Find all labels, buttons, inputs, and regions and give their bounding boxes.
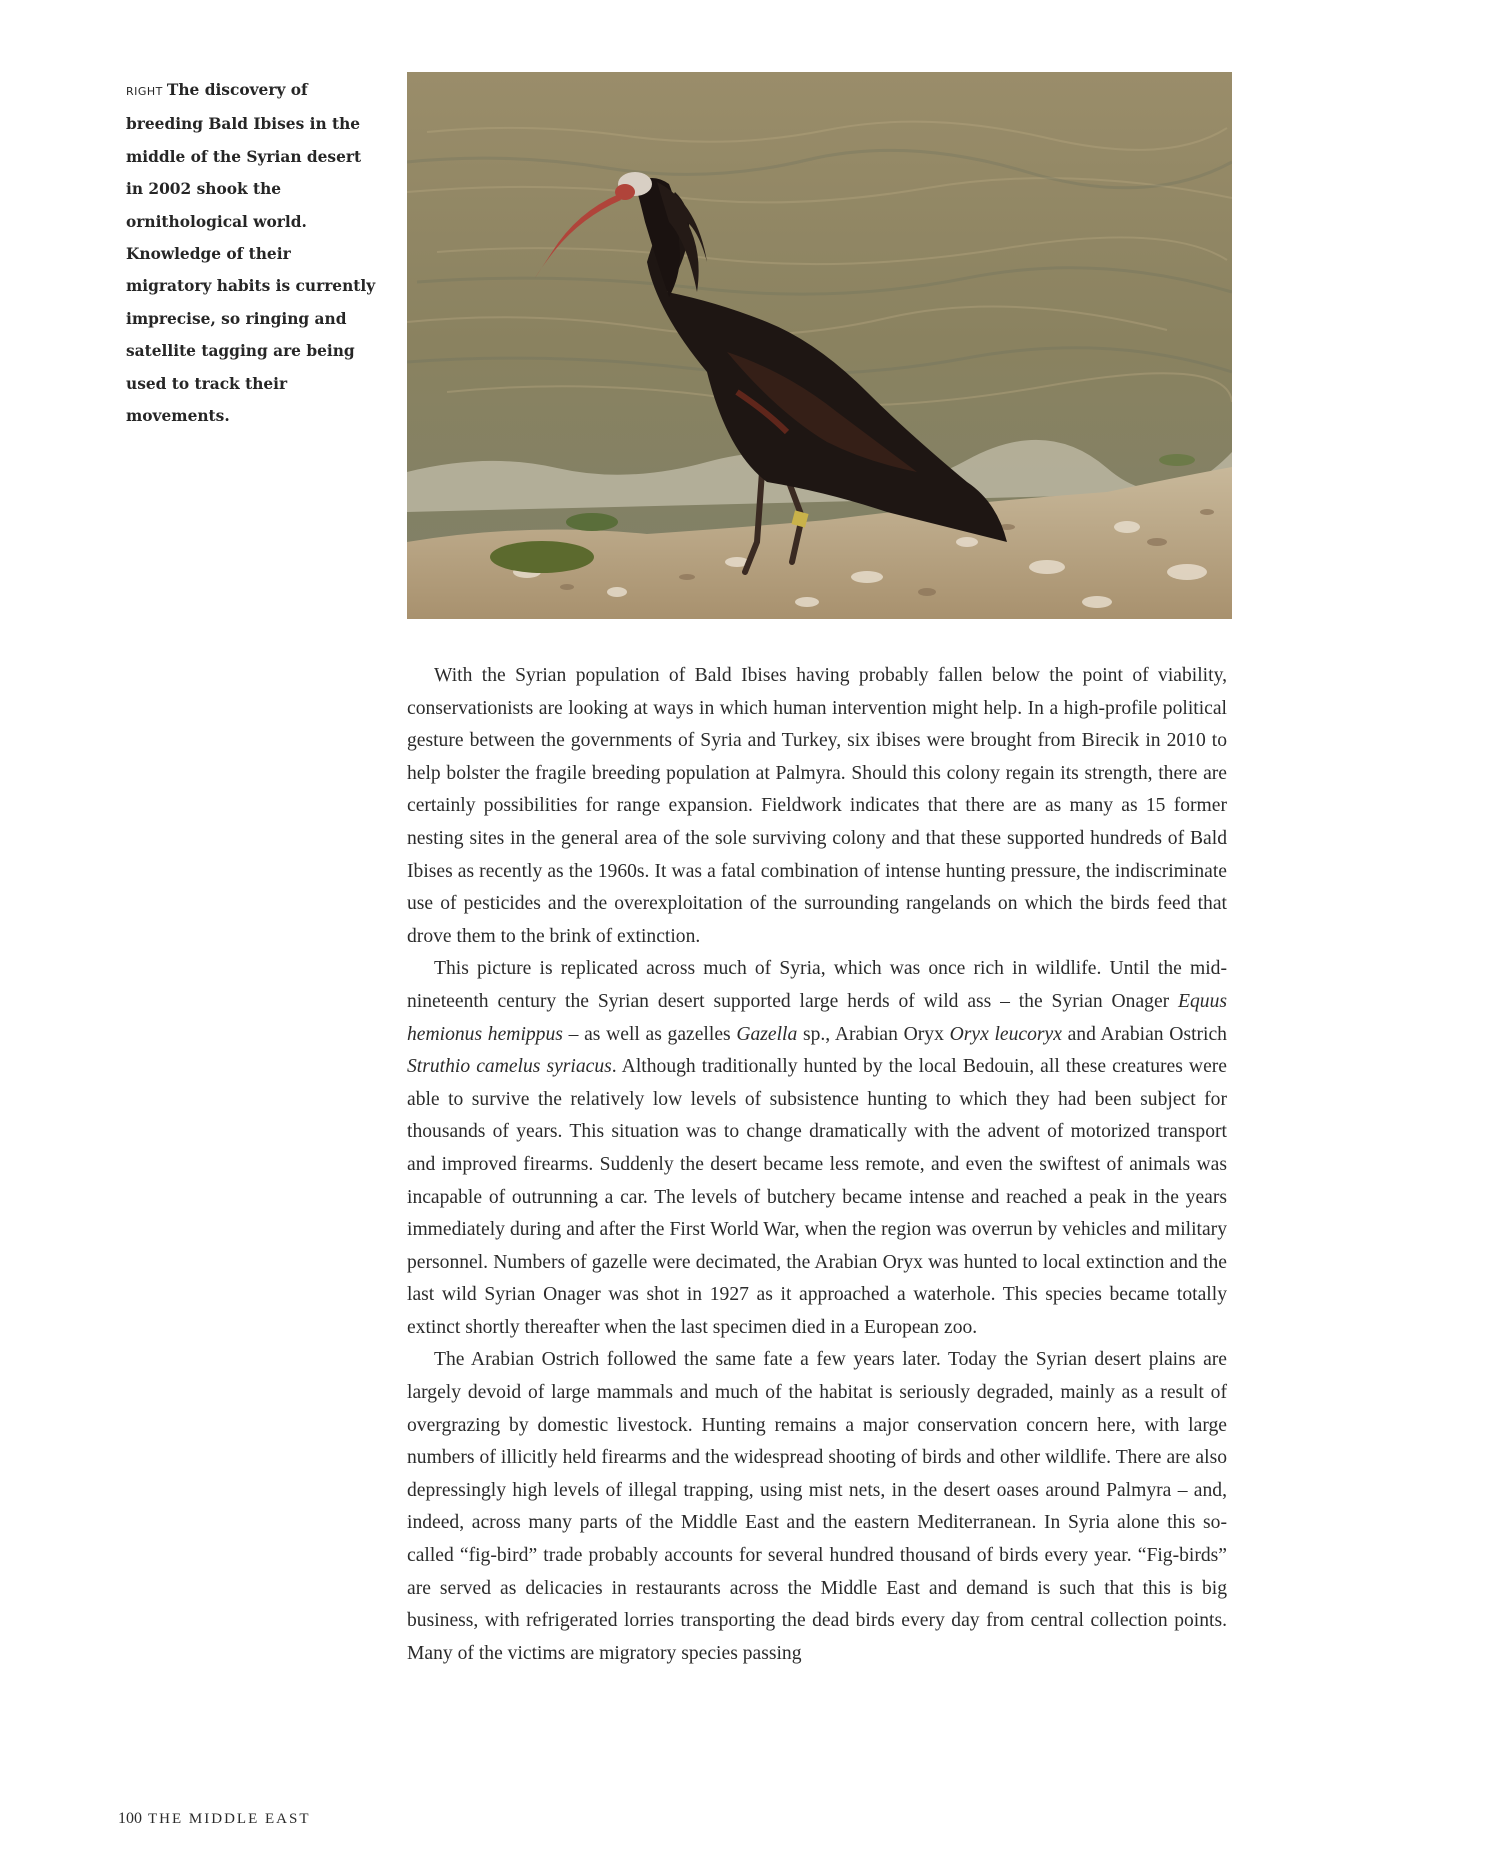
species-name: Gazella: [736, 1023, 798, 1045]
photo-caption: [126, 74, 376, 432]
article-body: [407, 660, 1227, 1670]
caption-position-tag: RIGHT: [126, 85, 163, 98]
section-title: THE MIDDLE EAST: [148, 1811, 311, 1827]
bald-ibis-photo: [407, 72, 1232, 619]
paragraph-2: This picture is replicated across much of Syria, which was once rich in wildlife. Until the mid-nineteenth century the Syrian desert supported large herds of wild ass – the Syrian Onager Equus hemionus hemippus – as well as gazelles Gazella sp., Arabian Oryx Oryx leucoryx and Arabian Ostrich Struthio camelus syriacus. Although traditionally hunted by the local Bedouin, all these creatures were able to survive the relatively low levels of subsistence hunting to which they had been subject for thousands of years. This situation was to change dramatically with the advent of motorized transport and improved firearms. Suddenly the desert became less remote, and even the swiftest of animals was incapable of outrunning a car. The levels of butchery became intense and reached a peak in the years immediately during and after the First World War, when the region was overrun by vehicles and military personnel. Numbers of gazelle were decimated, the Arabian Oryx was hunted to local extinction and the last wild Syrian Onager was shot in 1927 as it approached a waterhole. This species became totally extinct shortly thereafter when the last specimen died in a European zoo.: [407, 958, 1227, 1338]
paragraph-1: With the Syrian population of Bald Ibises having probably fallen below the point of viability, conservationists are looking at ways in which human intervention might help. In a high-profile political gesture between the governments of Syria and Turkey, six ibises were brought from Birecik in 2010 to help bolster the fragile breeding population at Palmyra. Should this colony regain its strength, there are certainly possibilities for range expansion. Fieldwork indicates that there are as many as 15 former nesting sites in the general area of the sole surviving colony and that these supported hundreds of Bald Ibises as recently as the 1960s. It was a fatal combination of intense hunting pressure, the indiscriminate use of pesticides and the overexploitation of the surrounding rangelands on which the birds feed that drove them to the brink of extinction.: [407, 665, 1227, 947]
species-name: Struthio camelus syriacus: [407, 1056, 612, 1078]
page-number: 100: [118, 1810, 142, 1827]
page-footer: [118, 1810, 310, 1828]
paragraph-3: The Arabian Ostrich followed the same fate a few years later. Today the Syrian desert plains are largely devoid of large mammals and much of the habitat is seriously degraded, mainly as a result of overgrazing by domestic livestock. Hunting remains a major conservation concern here, with large numbers of illicitly held firearms and the widespread shooting of birds and other wildlife. There are also depressingly high levels of illegal trapping, using mist nets, in the desert oases around Palmyra – and, indeed, across many parts of the Middle East and the eastern Mediterranean. In Syria alone this so-called “fig-bird” trade probably accounts for several hundred thousand of birds every year. “Fig-birds” are served as delicacies in restaurants across the Middle East and demand is such that this is big business, with refrigerated lorries transporting the dead birds every day from central collection points. Many of the victims are migratory species passing: [407, 1349, 1227, 1664]
species-name: Oryx leucoryx: [949, 1023, 1062, 1045]
species-name: Equus hemionus hemippus: [407, 990, 1227, 1045]
caption-text: The discovery of breeding Bald Ibises in the middle of the Syrian desert in 2002 shook the ornithological world. Knowledge of their migratory habits is currently imprecise, so ringing and satellite tagging are being used to track their movements.: [126, 81, 376, 426]
